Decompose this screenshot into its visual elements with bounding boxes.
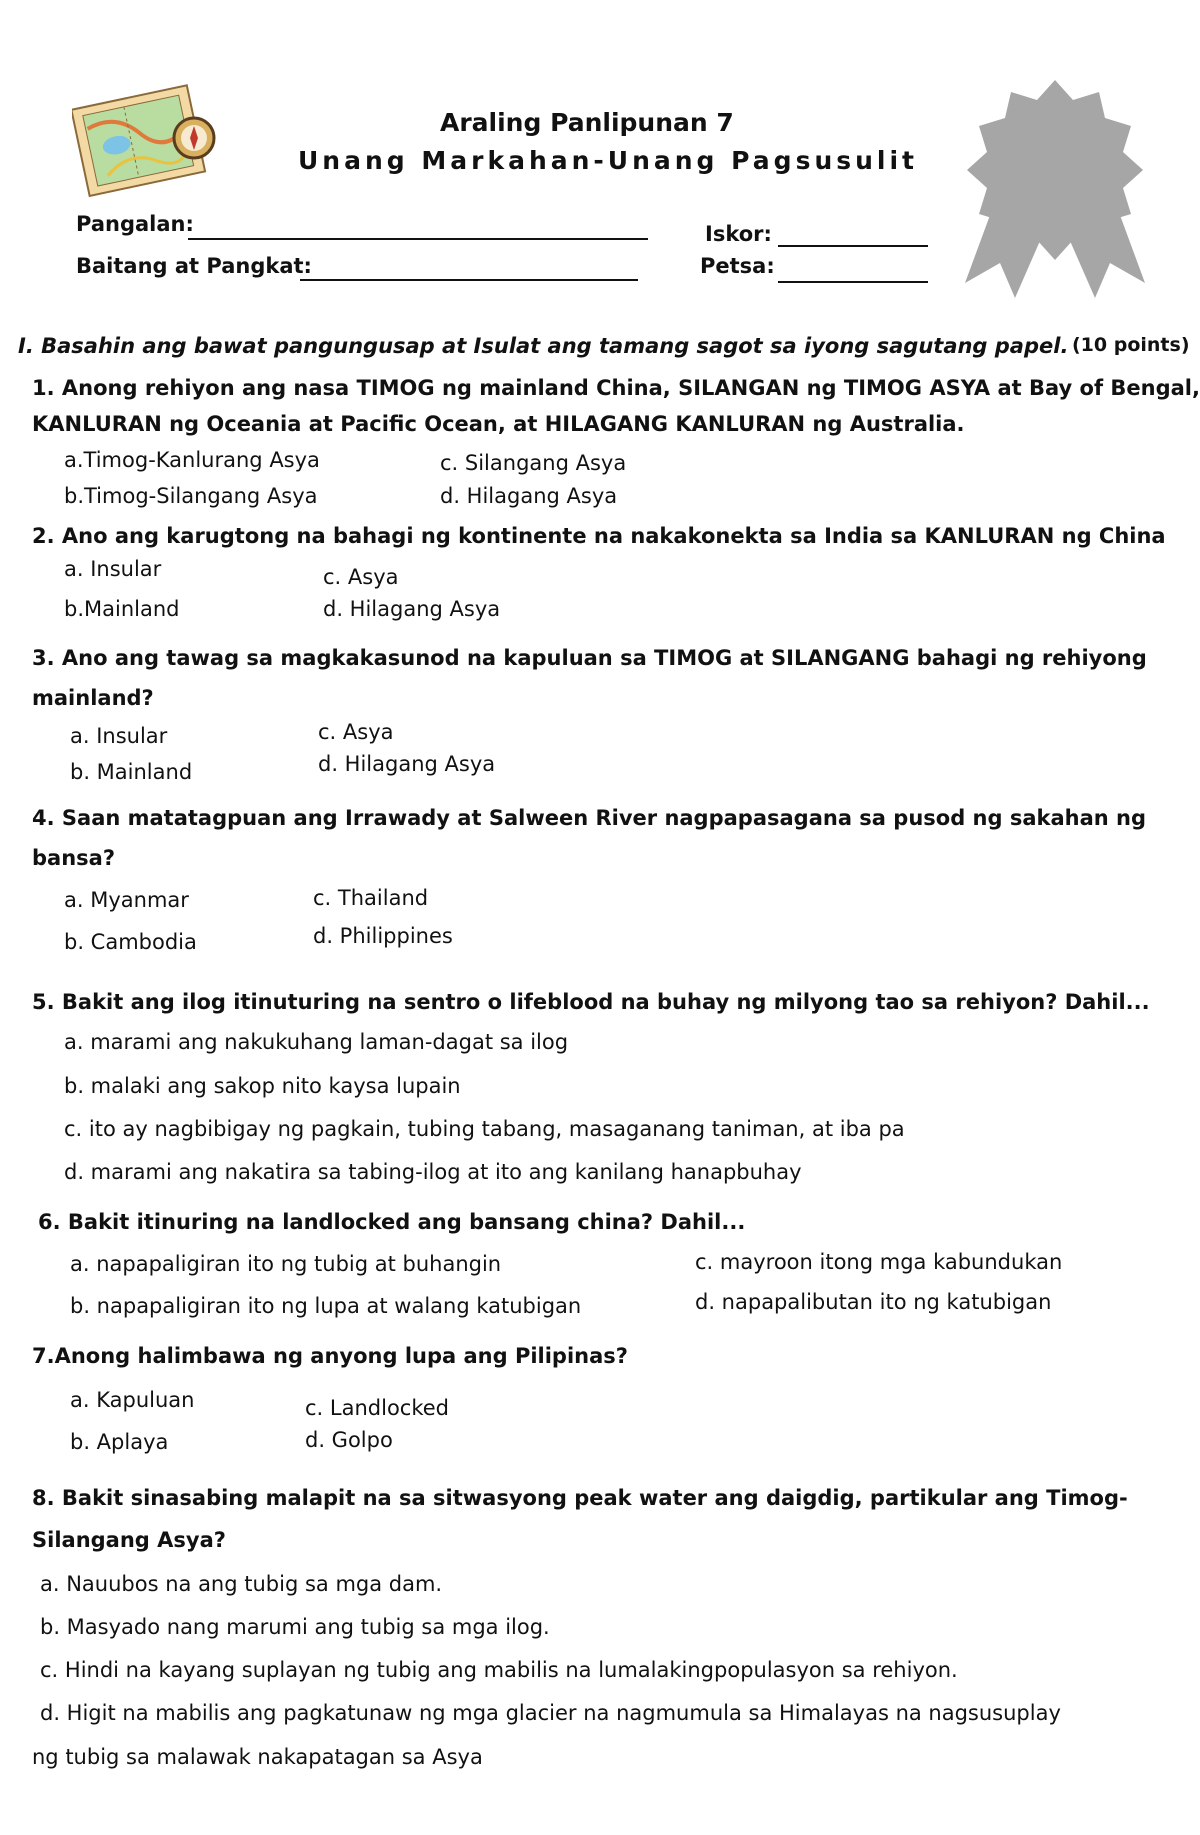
option-7d[interactable]: d. Golpo xyxy=(305,1428,393,1452)
points-label: (10 points) xyxy=(1072,334,1190,356)
option-8c[interactable]: c. Hindi na kayang suplayan ng tubig ang mabilis na lumalakingpopulasyon sa rehiyon. xyxy=(40,1658,958,1682)
option-5a[interactable]: a. marami ang nakukuhang laman-dagat sa ilog xyxy=(64,1030,569,1054)
option-5b[interactable]: b. malaki ang sakop nito kaysa lupain xyxy=(64,1074,461,1098)
option-3b[interactable]: b. Mainland xyxy=(70,760,193,784)
option-8d-cont: ng tubig sa malawak nakapatagan sa Asya xyxy=(32,1745,483,1769)
score-field[interactable] xyxy=(778,245,928,247)
option-1c[interactable]: c. Silangang Asya xyxy=(440,451,627,475)
question-4: 4. Saan matatagpuan ang Irrawady at Salween River nagpapasagana sa pusod ng sakahan ng xyxy=(32,806,1147,830)
option-7b[interactable]: b. Aplaya xyxy=(70,1430,169,1454)
page-subtitle: Unang Markahan-Unang Pagsusulit xyxy=(298,146,919,175)
grade-section-field[interactable] xyxy=(300,279,638,281)
question-2: 2. Ano ang karugtong na bahagi ng kontinente na nakakonekta sa India sa KANLURAN ng China xyxy=(32,524,1166,548)
option-6a[interactable]: a. napapaligiran ito ng tubig at buhangin xyxy=(70,1252,502,1276)
score-label: Iskor: xyxy=(705,222,772,246)
option-4a[interactable]: a. Myanmar xyxy=(64,888,189,912)
option-7a[interactable]: a. Kapuluan xyxy=(70,1388,195,1412)
option-8d[interactable]: d. Higit na mabilis ang pagkatunaw ng mga glacier na nagmumula sa Himalayas na nagsusuplay xyxy=(40,1701,1061,1725)
option-3d[interactable]: d. Hilagang Asya xyxy=(318,752,496,776)
option-1b[interactable]: b.Timog-Silangang Asya xyxy=(64,484,318,508)
date-label: Petsa: xyxy=(700,254,775,278)
name-field[interactable] xyxy=(188,238,648,240)
question-5: 5. Bakit ang ilog itinuturing na sentro o lifeblood na buhay ng milyong tao sa rehiyon? Dahil... xyxy=(32,990,1150,1014)
name-label: Pangalan: xyxy=(76,212,194,236)
option-6c[interactable]: c. mayroon itong mga kabundukan xyxy=(695,1250,1063,1274)
option-7c[interactable]: c. Landlocked xyxy=(305,1396,449,1420)
option-8a[interactable]: a. Nauubos na ang tubig sa mga dam. xyxy=(40,1572,443,1596)
question-1-cont: KANLURAN ng Oceania at Pacific Ocean, at HILAGANG KANLURAN ng Australia. xyxy=(32,412,965,436)
instructions: I. Basahin ang bawat pangungusap at Isulat ang tamang sagot sa iyong sagutang papel. xyxy=(18,334,1069,358)
option-3c[interactable]: c. Asya xyxy=(318,720,394,744)
question-8-cont: Silangang Asya? xyxy=(32,1528,226,1552)
award-ribbon-icon xyxy=(955,78,1155,298)
option-1d[interactable]: d. Hilagang Asya xyxy=(440,484,618,508)
option-2d[interactable]: d. Hilagang Asya xyxy=(323,597,501,621)
option-8b[interactable]: b. Masyado nang marumi ang tubig sa mga ilog. xyxy=(40,1615,550,1639)
option-2b[interactable]: b.Mainland xyxy=(64,597,180,621)
question-3: 3. Ano ang tawag sa magkakasunod na kapuluan sa TIMOG at SILANGANG bahagi ng rehiyong xyxy=(32,646,1147,670)
option-2c[interactable]: c. Asya xyxy=(323,565,399,589)
page-title: Araling Panlipunan 7 xyxy=(440,108,734,137)
option-2a[interactable]: a. Insular xyxy=(64,557,162,581)
date-field[interactable] xyxy=(778,281,928,283)
question-4-cont: bansa? xyxy=(32,846,116,870)
option-6b[interactable]: b. napapaligiran ito ng lupa at walang katubigan xyxy=(70,1294,582,1318)
option-5d[interactable]: d. marami ang nakatira sa tabing-ilog at ito ang kanilang hanapbuhay xyxy=(64,1160,802,1184)
option-1a[interactable]: a.Timog-Kanlurang Asya xyxy=(64,448,320,472)
option-4d[interactable]: d. Philippines xyxy=(313,924,453,948)
question-1: 1. Anong rehiyon ang nasa TIMOG ng mainland China, SILANGAN ng TIMOG ASYA at Bay of Bengal, xyxy=(32,376,1200,400)
option-6d[interactable]: d. napapalibutan ito ng katubigan xyxy=(695,1290,1052,1314)
option-4c[interactable]: c. Thailand xyxy=(313,886,429,910)
map-compass-icon xyxy=(72,80,232,205)
option-3a[interactable]: a. Insular xyxy=(70,724,168,748)
grade-section-label: Baitang at Pangkat: xyxy=(76,254,312,278)
question-8: 8. Bakit sinasabing malapit na sa sitwasyong peak water ang daigdig, partikular ang Timog- xyxy=(32,1486,1128,1510)
option-4b[interactable]: b. Cambodia xyxy=(64,930,197,954)
question-6: 6. Bakit itinuring na landlocked ang bansang china? Dahil... xyxy=(38,1210,746,1234)
question-7: 7.Anong halimbawa ng anyong lupa ang Pilipinas? xyxy=(32,1344,628,1368)
option-5c[interactable]: c. ito ay nagbibigay ng pagkain, tubing tabang, masaganang taniman, at iba pa xyxy=(64,1117,905,1141)
question-3-cont: mainland? xyxy=(32,686,154,710)
